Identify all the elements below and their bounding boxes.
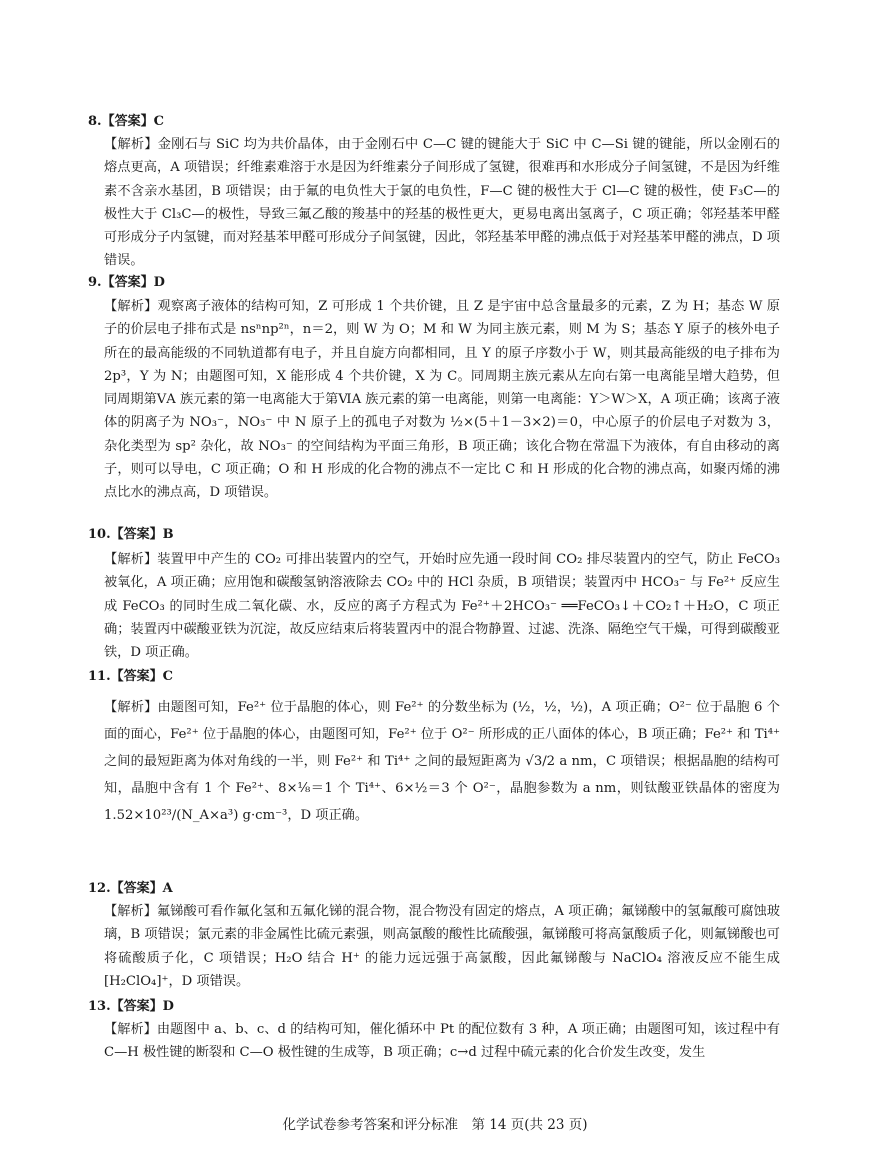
- q9-analysis: 【解析】观察离子液体的结构可知，Z 可形成 1 个共价键，且 Z 是宇宙中总含量最多的元素，Z 为 H；基态 W 原子的价层电子排布式是 nsⁿnp²ⁿ，n＝2，则 W 为 O；M 和 W 为同主族元素，则 M 为 S；基态 Y 原子的核外电子所在的最高能级的不同轨道都有电子，并且自旋方向都相同，且 Y 的原子序数小于 W，则其最高能级的电子排布为 2p³，Y 为 N；由题图可知，X 能形成 4 个共价键，X 为 C。同周期主族元素从左向右第一电离能呈增大趋势，但同周期第ⅤA 族元素的第一电离能大于第ⅥA 族元素的第一电离能，则第一电离能：Y＞W＞X，A 项正确；该离子液体的阴离子为 NO₃⁻，NO₃⁻ 中 N 原子上的孤电子对数为 ½×(5＋1－3×2)＝0，中心原子的价层电子对数为 3，杂化类型为 sp² 杂化，故 NO₃⁻ 的空间结构为平面三角形，B 项正确；该化合物在常温下为液体，有自由移动的离子，则可以导电，C 项正确；O 和 H 形成的化合物的沸点不一定比 C 和 H 形成的化合物的沸点高，如聚丙烯的沸点比水的沸点高，D 项错误。: [104, 299, 780, 501]
- q10-analysis: 【解析】装置甲中产生的 CO₂ 可排出装置内的空气，开始时应先通一段时间 CO₂ 排尽装置内的空气，防止 FeCO₃ 被氧化，A 项正确；应用饱和碳酸氢钠溶液除去 CO₂ 中的 HCl 杂质，B 项错误；装置丙中 HCO₃⁻ 与 Fe²⁺ 反应生成 FeCO₃ 的同时生成二氧化碳、水，反应的离子方程式为 Fe²⁺＋2HCO₃⁻ ══FeCO₃↓＋CO₂↑＋H₂O，C 项正确；装置丙中碳酸亚铁为沉淀，故反应结束后将装置丙中的混合物静置、过滤、洗涤、隔绝空气干燥，可得到碳酸亚铁，D 项正确。: [104, 552, 780, 661]
- q12-analysis: 【解析】氟锑酸可看作氟化氢和五氟化锑的混合物，混合物没有固定的熔点，A 项正确；氟锑酸中的氢氟酸可腐蚀玻璃，B 项错误；氯元素的非金属性比硫元素强，则高氯酸的酸性比硫酸强，氟锑酸可将高氯酸质子化，则氟锑酸也可将硫酸质子化，C 项错误；H₂O 结合 H⁺ 的能力远远强于高氯酸，因此氟锑酸与 NaClO₄ 溶液反应不能生成[H₂ClO₄]⁺，D 项错误。: [104, 904, 780, 989]
- q8-answer-heading: 8.【答案】C: [88, 114, 164, 129]
- q11-answer-heading: 11.【答案】C: [88, 669, 173, 684]
- q10-answer-heading: 10.【答案】B: [88, 527, 174, 542]
- q11-analysis: 【解析】由题图可知，Fe²⁺ 位于晶胞的体心，则 Fe²⁺ 的分数坐标为 (½，½，½)，A 项正确；O²⁻ 位于晶胞 6 个面的面心，Fe²⁺ 位于晶胞的体心，由题图可知，Fe²⁺ 位于 O²⁻ 所形成的正八面体的体心，B 项正确；Fe²⁺ 和 Ti⁴⁺ 之间的最短距离为体对角线的一半，则 Fe²⁺ 和 Ti⁴⁺ 之间的最短距离为 √3/2 a nm，C 项错误；根据晶胞的结构可知，晶胞中含有 1 个 Fe²⁺、8×⅛＝1 个 Ti⁴⁺、6×½＝3 个 O²⁻，晶胞参数为 a nm，则钛酸亚铁晶体的密度为 1.52×10²³/(N_A×a³) g·cm⁻³，D 项正确。: [104, 700, 780, 823]
- q9-answer-heading: 9.【答案】D: [88, 275, 165, 290]
- q12-answer-heading: 12.【答案】A: [88, 881, 173, 896]
- q13-answer-heading: 13.【答案】D: [88, 999, 174, 1014]
- q8-analysis: 【解析】金刚石与 SiC 均为共价晶体，由于金刚石中 C—C 键的键能大于 SiC 中 C—Si 键的键能，所以金刚石的熔点更高，A 项错误；纤维素难溶于水是因为纤维素分子间形成了氢键，很难再和水形成分子间氢键，不是因为纤维素不含亲水基团，B 项错误；由于氟的电负性大于氯的电负性，F—C 键的极性大于 Cl—C 键的极性，使 F₃C—的极性大于 Cl₃C—的极性，导致三氟乙酸的羧基中的羟基的极性更大，更易电离出氢离子，C 项正确；邻羟基苯甲醛可形成分子内氢键，而对羟基苯甲醛可形成分子间氢键，因此，邻羟基苯甲醛的沸点低于对羟基苯甲醛的沸点，D 项错误。: [104, 137, 780, 269]
- q13-analysis: 【解析】由题图中 a、b、c、d 的结构可知，催化循环中 Pt 的配位数有 3 种，A 项正确；由题图可知，该过程中有 C—H 极性键的断裂和 C—O 极性键的生成等，B 项正确；c→d 过程中硫元素的化合价发生改变，发生: [104, 1022, 780, 1061]
- page-footer: 化学试卷参考答案和评分标准 第 14 页(共 23 页): [282, 1117, 588, 1133]
